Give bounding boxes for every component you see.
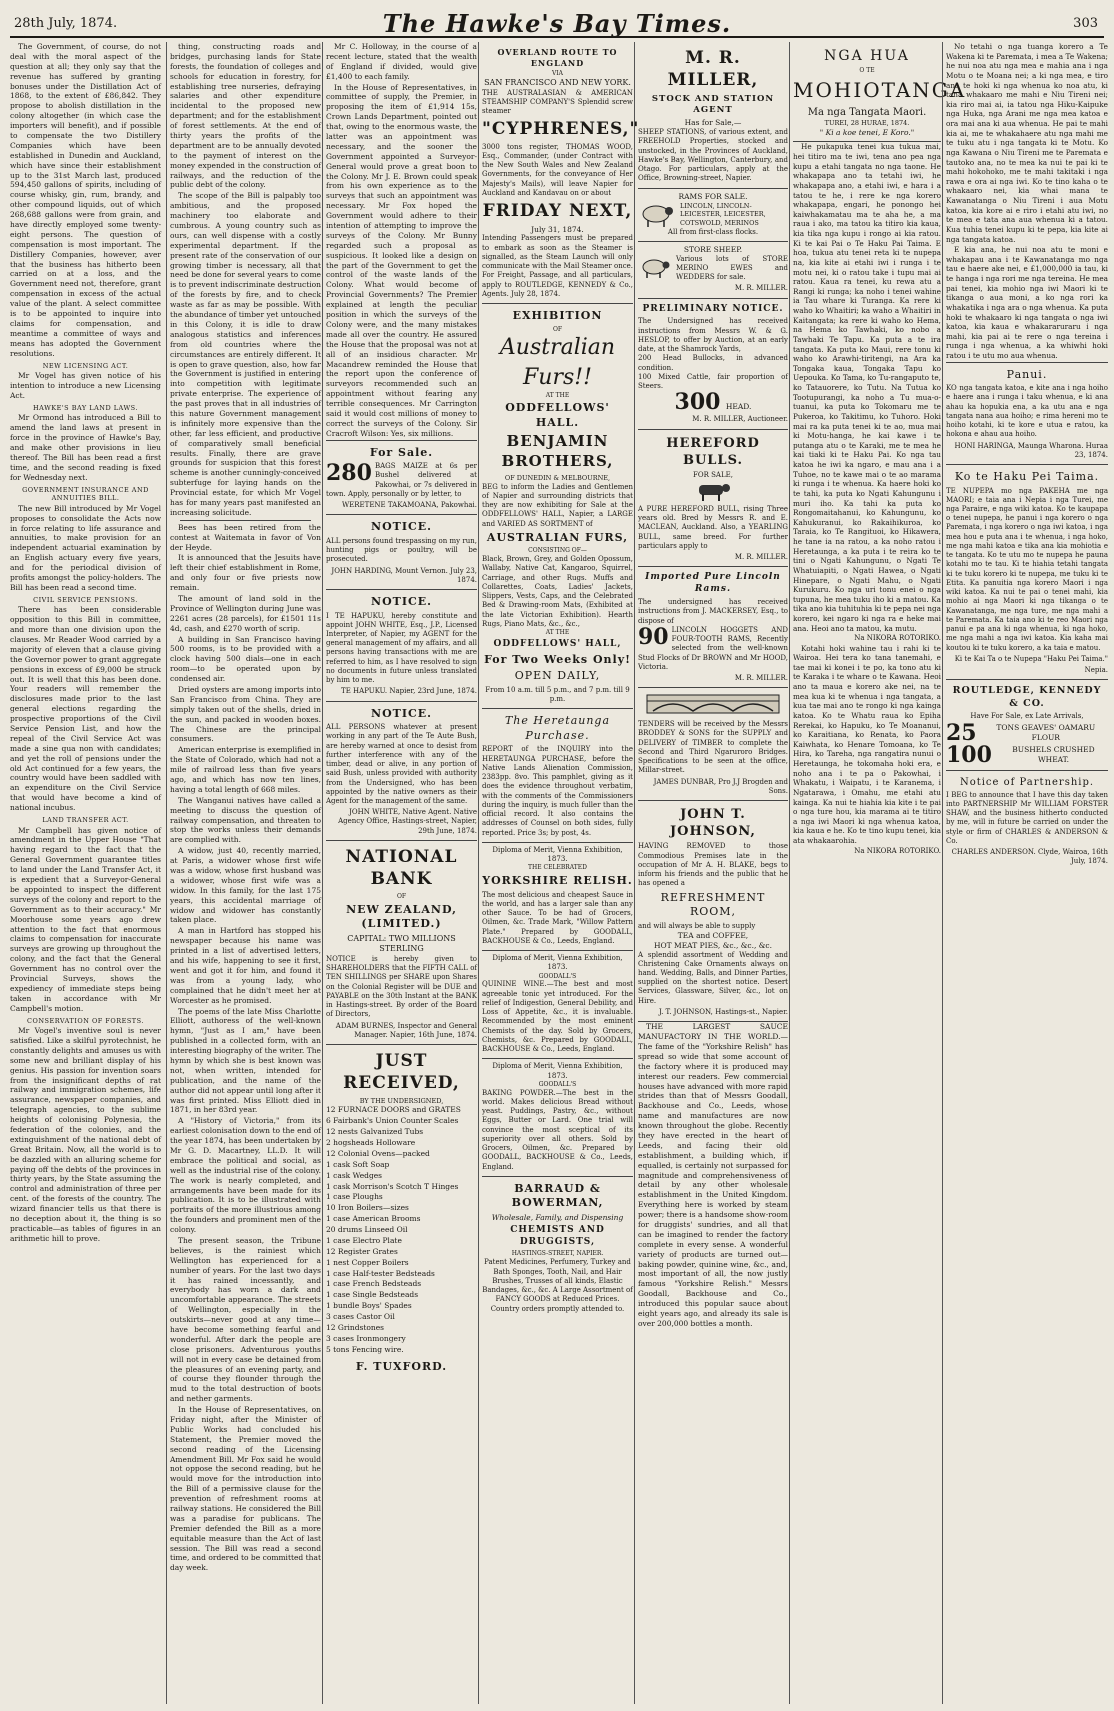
news-item: The present season, the Tribune believes, is the rainiest which Wellington has experienced for a number of years. For the last two days it has rained incessantly, and everybody has worn a dark and uncomfortable appearance. The streets of Wellington, especially in the outskirts—never good at any time—have become something fearful and wonderful. After dark the people are close prisoners. Adventurous youths will not in every case be detained from the pleasures of an evening party, and of course they flounder through the mud to the total destruction of boots and nether garments. (170, 1235, 321, 1404)
here-sale: FOR SALE, (693, 470, 733, 479)
her-body: REPORT of the INQUIRY into the HERETAUNGA PURCHASE, before the Native Lands Alienation Commission, 2383pp. 8vo. This pamphlet, giving as it does the evidence throughout verbatim, with the comments of the Commissioners during the inquiry, is much fuller than the official record. It also contains the addresses of Counsel on both sides, fully reported. Price 3s; by post, 4s. (482, 745, 633, 837)
bull-icon (693, 480, 733, 502)
maori-article-4: E kia ana, he nui noa atu te moni e whakapau ana i te Kawanatanga mo nga tau e haere ake nei, e £1,000,000 ia tau, ki te hanga i nga rori me nga tereina. He mea pai tenei, kia mohio nga iwi Maori ki te tikanga o aua moni, a ko nga rori ka whakatika i nga ara o nga whenua. Ka puta hoki te whakaaro ki nga tangata o nga iwi katoa, kia kaua e whakararuraru i nga mahi, kia pai ai te rere o nga tereina i runga i nga whenua, a ka whiwhi hoki ratou i te utu mo aua whenua. (946, 245, 1108, 360)
notice-title: NOTICE. (371, 706, 432, 720)
haku-pei-taima-notice (946, 465, 1108, 680)
hereford-ad (638, 430, 788, 568)
imp-signature: M. R. MILLER. (734, 674, 788, 683)
rams-ad (638, 189, 788, 242)
ad-signature: WERETENE TAKAMOANA, Pakowhai. (341, 501, 477, 510)
prelim-signature: M. R. MILLER, Auctioneer. (692, 415, 788, 424)
prelim-200: 200 Head Bullocks, in advanced condition. (638, 354, 788, 372)
jr-title: JUST RECEIVED, (343, 1050, 460, 1094)
route-title: OVERLAND ROUTE TO ENGLAND (497, 47, 618, 68)
maori-signature-2: Na NIKORA ROTORIKO. (854, 846, 941, 855)
overland-route-ad (482, 42, 640, 304)
john-signature: J. T. JOHNSON, Hastings-st., Napier. (658, 1007, 788, 1016)
o-te: O TE (859, 67, 875, 75)
baking-body: BAKING POWDER.—The best in the world. Makes delicious Bread without yeast. Puddings, Pastry, &c., without Eggs, Butter or Lard. One trial will convince the most sceptical of its superiority over all others. Sold by Grocers, Oilmen, &c. Prepared by GOODALL, BACKHOUSE & Co., Leeds, England. (482, 1088, 633, 1171)
prelim-title: PRELIMINARY NOTICE. (642, 303, 784, 314)
baking-powder-ad (482, 1059, 633, 1176)
kte-body: TE NUPEPA mo nga PAKEHA me nga MAORI; e taia ana i Nepia i nga Turei, me nga Paraire, e nga wiki katoa. Ko te kaupapa o tenei nupepa, he panui i nga korero o nga Paremata, i nga korero o nga iwi katoa, i nga mea hou e puta ana i te whenua, i nga hoko, me nga mahi katoa e tika ana kia mohiotia e te tangata. Ko te utu mo te nupepa he pauna kotahi mo te tau. Ki te hiahia tetahi tangata ki te tuku korero ki te nupepa, me tuku ki te Etita. Ka panuitia nga korero Maori i nga wiki katoa. Ka nui te pai o tenei mahi, kia mohio ai nga Maori ki nga tikanga o te Kawanatanga, me nga ture, me nga mahi a te Paremata. Ka taia ano ki te reo Maori nga panui e pa ana ki nga whenua, ki nga hoko, me nga mahi a nga iwi katoa. Kia kaha mai koutou ki te tuku korero, a ka taia e matou. (946, 486, 1108, 652)
notice-signature: JOHN HARDING, Mount Vernon. July 23, 1874. (331, 566, 477, 584)
news-item: The amount of land sold in the Province of Wellington during June was 2261 acres (28 parcels), for £1501 11s 4d, cash, and £270 worth of scrip. (170, 593, 321, 633)
john-refreshment: REFRESHMENT ROOM, (660, 890, 766, 919)
surveys-debate: In the House of Representatives, in committee of supply, the Premier, in proposing the item of £1,914 15s, Crown Lands Department, pointed out that, owing to the enormous waste, the latter was an appointment was necessary, and the sooner the Government appointed a Surveyor-General would prove a great boon to the Colony. Mr J. E. Brown could speak from his own experience as to the surveys that such an appointment was necessary. Mr Fox hoped the Government would adhere to their intention of attempting to improve the surveys of the Colony. Mr Bunny regarded such a proposal as suspicious. It looked like a design on the part of the Government to get the control of the waste lands of the Colony. What would become of Provincial Governments? The Premier explained at length the peculiar position in which the surveys of the Colony were, and the many mistakes made all over the country. He assured the House that the proposal was not at all of an insidious character. Mr Macandrew reminded the House that the report upon the conference of surveyors recommended such an appointment without fearing any terrible consequences. Mr Carrington said it would cost millions of money to correct the surveys of the Colony. Sir Cracroft Wilson: Yes, six millions. (326, 82, 477, 438)
page-number: 303 (1073, 16, 1098, 31)
york-title: YORKSHIRE RELISH. (482, 874, 633, 888)
jr-item: 1 bundle Boys' Spades (326, 1301, 412, 1311)
mohiotanga: MOHIOTANGA (793, 78, 967, 103)
news-item: The poems of the late Miss Charlotte Elliott, authoress of the well-known hymn, "Just as I am," have been published in a collected form, with an interesting biography of the writer. The hymn by which she is best known was not, when written, intended for publication, and the name of the author did not appear until long after it was first printed. Miss Elliott died in 1871, in her 83rd year. (170, 1006, 321, 1115)
here-title: HEREFORD BULLS. (666, 435, 760, 468)
divider (180, 520, 311, 521)
agent-notice (326, 590, 477, 702)
jr-item: 20 drums Linseed Oil (326, 1225, 408, 1235)
news-item: In the House of Representatives, on Friday night, after the Minister of Public Works had concluded his Statement, the Premier moved the second reading of the Licensing Amendment Bill. Mr Fox said he would not oppose the second reading, but he would move for the introduction into the Bill of a permissive clause for the prevention of refreshment rooms at railway stations. He considered the Bill was a paradise for publicans. The Premier defended the Bill as a more equitable measure than the Act of last session. The Bill was read a second time, and ordered to be committed that day week. (170, 1405, 321, 1573)
jr-item: 1 case Electro Plate (326, 1235, 402, 1245)
panui-signature: HONI HARINGA, Maunga Wharona. Huraa 23, 1874. (954, 441, 1108, 459)
column-4 (478, 42, 640, 1704)
kte-title: Ko te Haku Pei Taima. (954, 470, 1100, 484)
notice-title: NOTICE. (371, 595, 432, 608)
john-body: HAVING REMOVED to those Commodious Premises late in the occupation of Mr A. H. BLAKE, begs to inform his friends and the public that he has opened a (638, 842, 788, 888)
tend-body: TENDERS will be received by the Messrs BRODDEY & SONS for the SUPPLY and DELIVERY of TIMBER to complete the Second and Third Ngaruroro Bridges. Specifications to be seen at the office, Millar-street. (638, 720, 788, 775)
issue-date: 28th July, 1874. (14, 16, 118, 31)
john-body-3: A splendid assortment of Wedding and Christening Cake Ornaments always on hand. Wedding, Balls, and Dinner Parties, supplied on the shortest notice. Desert Services, Glassware, Silver, &c., lot on Hire. (638, 950, 788, 1005)
miller-sub: STOCK AND STATION AGENT (651, 93, 775, 116)
for-sale-maize-ad (326, 440, 477, 516)
route-body: THE AUSTRALASIAN & AMERICAN STEAMSHIP COMPANY'S Splendid screw steamer (482, 88, 633, 116)
notice-title: NOTICE. (371, 520, 432, 534)
sauce-factory-article: THE LARGEST SAUCE MANUFACTORY IN THE WORLD.—The fame of the "Yorkshire Relish" has spread so wide that some account of the factory where it is produced may interest our readers. Few commercial houses have advanced with more rapid strides than that of Messrs Goodall, Backhouse and Co., Leeds, whose name and manufactures are now known throughout the globe. Recently they have erected in the heart of Leeds, and facing their old establishment, a building which, if equalled, is certainly not surpassed for magnitude and comprehensiveness of detail by any other wholesale establishment in the United Kingdom. Everything here is worked by steam power; there is a handsome show-room for druggists' sundries, and all that can be imagined to render the factory complete in every sense. A wonderful variety of products are turned out—baking powder, quinine wine, &c., and, most important of all, the now justly famous "Yorkshire Relish." Messrs Goodall, Backhouse and Co., introduced this popular sauce about eight years ago, and already its sale is over 200,000 bottles a month. (638, 1022, 788, 1328)
quinine-body: QUININE WINE.—The best and most agreeable tonic yet introduced. For the relief of Indigestion, General Debility, and Loss of Appetite, &c., it is invaluable. Recommended by the most eminent Chemists of the day. Sold by Grocers, Chemists, &c. Prepared by GOODALL, BACKHOUSE & Co., Leeds, England. (482, 980, 633, 1054)
notice-signature: TE HAPUKU. Napier, 23rd June, 1874. (341, 687, 477, 696)
bar-body: Patent Medicines, Perfumery, Turkey and Bath Sponges, Tooth, Nail, and Hair Brushes, Trusses of all kinds, Elastic Bandages, &c., &c. A Large Assortment of FANCY GOODS at Reduced Prices. Country orders promptly attended to. (482, 1258, 633, 1313)
route-body-3: Intending Passengers must be prepared to embark as soon as the Steamer is signalled, as the Steam Launch will only communicate with the Mail Steamer once. For Freight, Passage, and all particulars, apply to ROUTLEDGE, KENNEDY & Co., Agents. July 28, 1874. (482, 234, 633, 298)
miller-title: M. R. MILLER, (667, 48, 759, 91)
jr-item: 1 case French Bedsteads (326, 1279, 422, 1289)
store-body: Various lots of STORE MERINO EWES and WEDDERS for sale. (676, 254, 788, 282)
news-item: Dried oysters are among imports into San Francisco from China. They are simply taken out of the shells, dried in the sun, and packed in wooden boxes. The Chinese are the principal consumers. (170, 685, 321, 744)
jr-item: 6 Fairbank's Union Counter Scales (326, 1116, 459, 1126)
news-item: American enterprise is exemplified in the State of Colorado, which had not a mile of railroad less than five years ago, and which has now ten lines, having a total length of 668 miles. (170, 745, 321, 794)
exh-at-2: AT THE (545, 629, 570, 637)
jr-item-list (326, 1105, 477, 1355)
bar-sub: Wholesale, Family, and Dispensing (491, 1212, 624, 1222)
imp-title: Imported Pure Lincoln Rams. (645, 572, 781, 595)
jr-item: 12 Grindstones (326, 1322, 385, 1332)
bank-of: OF (396, 892, 407, 900)
prelim-300: 300 (674, 389, 721, 416)
sail-date-2: July 31, 1874. (531, 224, 584, 234)
distillation-article: The Government, of course, do not deal with the moral aspect of the question at all; they only say that the revenue has suffered by granting bonuses under the Distillation Act of 1868, to the extent of £86,842. They propose to abolish distillation in the colony altogether (in which case the importers will benefit), and if possible to compensate the two Distillery Companies which have been established in Dunedin and Auckland, which have since their establishment up to the 31st March last, produced 594,450 gallons of spirits, including of course whisky, gin, rum, brandy, and other compound liquids, out of which 268,688 gallons were from grain, and have directly employed some twenty-eight persons. The question of compensation is most important. The Distillery Companies, however, aver that the business has hitherto been carried on at a loss, and the Government need not, therefore, grant compensation in excess of the actual value of the plant. A select committee is to be appointed to inquire into claims for compensation, and meantime a committee of ways and means has adopted the Government resolutions. (10, 42, 161, 358)
part-title: Notice of Partnership. (959, 776, 1095, 788)
exh-at: AT THE (545, 391, 570, 399)
land-laws-article: Mr Ormond has introduced a Bill to amend the land laws at present in force in the province of Hawke's Bay, and make other provisions in lieu thereof. The Bill has been read a first time, and the second reading is fixed for Wednesday next. (10, 413, 161, 482)
john-body-2: and will always be able to supply (638, 921, 756, 930)
exh-cons: CONSISTING OF— (528, 547, 587, 555)
rams-list: LINCOLN, LINCOLN-LEICESTER, LEICESTER, COTSWOLD, MERINOS (680, 201, 766, 227)
goodalls: GOODALL'S (538, 1080, 577, 1088)
bank-title: NATIONAL BANK (345, 846, 458, 890)
jr-item: 12 nests Galvanized Tubs (326, 1127, 424, 1137)
panui-title: Panui. (1006, 367, 1048, 381)
kte-signature: Ki te Kai Ta o te Nupepa "Haku Pei Taima." (954, 654, 1108, 663)
partnership-notice (946, 771, 1108, 871)
pensions-article: There has been considerable opposition to this Bill in committee, and more than one division upon the clauses. Mr Reader Wood carried by a majority of eleven that a clause giving the Governor power to grant aggregate pensions in excess of £9,000 be struck out. It is well that this has been done. Your readers will remember the disclosures made prior to the last general elections regarding the prospective proportions of the Civil Service Pension List, and how the repeal of the Civil Service Act was made a sine qua non with candidates; and yet the roll of pensions under the old Act continued for a few years, the country would have been saddled with an expenditure on the Civil Service that would have become a kind of national incubus. (10, 605, 161, 813)
bank-capital: CAPITAL: TWO MILLIONS STERLING (347, 933, 456, 954)
kte-place: Nepia. (1084, 665, 1108, 674)
store-signature: M. R. MILLER. (734, 284, 788, 293)
heading-land-laws: HAWKE'S BAY LAND LAWS. (33, 403, 138, 412)
ad-title: For Sale. (369, 445, 434, 459)
jr-item: 1 cask Soft Soap (326, 1159, 390, 1169)
bank-notice (326, 841, 477, 1045)
john-hot: HOT MEAT PIES, &c., &c., &c. (653, 940, 773, 950)
jr-item: 10 Iron Boilers—sizes (326, 1203, 409, 1213)
route-sub: SAN FRANCISCO AND NEW YORK. (484, 78, 631, 87)
rk-wheat: BUSHELS CRUSHED WHEAT. (1012, 744, 1095, 764)
maori-signature: Na NIKORA ROTORIKO. (854, 634, 941, 643)
jr-item: 3 cases Ironmongery (326, 1333, 406, 1343)
maori-article-3: No tetahi o nga tuanga korero a Te Wakena ki te Paremata, i mea a Te Wakena; he nui noa atu nga mea e mahia ana i nga Motu o te Moana nei; a ki nga mea, e tiro ana te hoki ki nga whenua ko noa atu, ki tana whakaaro me mahi e Niu Tireni nei; kia riro mai ai, ia tatou nga Hiku-Kaipuke nga Huka, nga Arani me nga mea katoa e ora mai ana ki aua whenua. He pai te mahi kia ai, me te whakahaere atu nga mahi me te tuku atu i nga tangata ki te Motu. Ko nga Kawana o Niu Tireni me te Paremata e tautoko ana, no te mea ka nui te pai ki te mahi hokohoko, me te mahi takitaki i nga rawa e ora ai nga iwi. Ko te tino kaha o te whakaaro nei, kia whai mana te Kawanatanga o Niu Tireni i aua Motu katoa, kia kore ai e riro i etahi atu iwi, no te mea e tata ana aua whenua ki a tatou. Kua tuhia tenei kupu ki te pepa, kia kite ai nga tangata katoa. (946, 42, 1108, 244)
forests-article: Mr Vogel's inventive soul is never satisfied. Like a skilful pyrotechnist, he constantly delights and amuses us with some new and brilliant display of his genius. His passion for invention soars from the insignificant depths of rat railway and immigration schemes, life assurance, newspaper companies, and telegraph agencies, to the sublime heights of colonising Polynesia, the federation of the colonies, and the extinguishment of the national debt of Great Britain. Now, all the world is to be dazzled with an alluring scheme for paying off the debts of the provinces in thirty years, by the State assuming the control and administration of three per cent. of the forests of the country. The wizard financier tells us that there is no deception about it, the thing is so practicable—as tables of figures in an arithmetic hill to prove. (10, 1026, 161, 1243)
news-item: Mr C. Holloway, in the course of a recent lecture, stated that the wealth of England if divided, would give £1,400 to each family. (326, 42, 477, 81)
rk-flour: TONS GEAVES' OAMARU FLOUR (996, 722, 1096, 742)
heading-insurance: GOVERNMENT INSURANCE AND ANNUITIES BILL. (22, 485, 149, 503)
imp-number: 90 (638, 623, 669, 650)
forest-continued: thing, constructing roads and bridges, purchasing lands for State forests, the foundation of colleges and schools for education in forestry, for establishing tree nurseries, defraying salaries and other expenditure incidental to the proposed new department; and for the establishment of forest settlements. At the end of thirty years the profits of the department are to be annually devoted to the payment of interest on the money expended in the construction of railways, and the reduction of the public debt of the colony. (170, 42, 321, 190)
maori-date: TUREI, 28 HURAE, 1874. (824, 118, 910, 127)
exh-hall: ODDFELLOWS' HALL. (505, 401, 610, 429)
store-sheep-ad (638, 242, 788, 299)
goodalls: GOODALL'S (538, 972, 577, 980)
licensing-article: Mr Vogel has given notice of his intention to introduce a new Licensing Act. (10, 371, 161, 400)
jr-item: 12 FURNACE DOORS and GRATES (326, 1105, 461, 1115)
bar-title: BARRAUD & BOWERMAN, (511, 1181, 604, 1210)
exh-hall-2: ODDFELLOWS' HALL, (493, 639, 622, 650)
jr-item: 1 case Half-tester Bedsteads (326, 1268, 435, 1278)
news-item: A building in San Francisco having 500 rooms, is to be provided with a clock having 500 dials—one in each room—to be operated upon by condensed air. (170, 634, 321, 684)
jr-item: 12 Register Grates (326, 1246, 398, 1256)
just-received-ad (326, 1045, 477, 1380)
miller-has: Has for Sale,— (684, 118, 742, 128)
ad-body: BAGS MAIZE at 6s per Bushel delivered at Pakowhai, or 7s delivered in town. Apply, personally or by letter, to (326, 462, 477, 498)
preliminary-notice (638, 299, 788, 430)
exh-furs: AUSTRALIAN FURS, (486, 530, 629, 544)
exh-title: EXHIBITION (512, 309, 603, 323)
jr-item: 1 cask Morrison's Scotch T Hinges (326, 1181, 459, 1191)
trespass-notice (326, 515, 477, 590)
yorkshire-relish-ad (482, 843, 633, 951)
tenders-ad (638, 688, 788, 801)
column-5 (634, 42, 791, 1704)
bank-signature: ADAM BURNES, Inspector and General Manager. Napier, 16th June, 1874. (335, 1021, 477, 1039)
imp-body: The undersigned has received instructions from J. MACKERSEY, Esq., to dispose of (638, 598, 788, 625)
here-body: A PURE HEREFORD BULL, rising Three years old. Bred by Messrs R. and E. MACLEAN, Auckland. Also, a YEARLING BULL, same breed. For further particulars apply to (638, 504, 788, 550)
heading-forests: CONSERVATION OF FORESTS. (27, 1016, 144, 1025)
heretaunga-ad (482, 709, 633, 842)
quinine-wine-ad (482, 951, 633, 1059)
heading-licensing: NEW LICENSING ACT. (42, 361, 129, 370)
route-body-2: 3000 tons register, THOMAS WOOD, Esq., Commander, (under Contract with the New South Wales and New Zealand Governments, for the conveyance of Her Majesty's Mails), will leave Napier for Auckland and Kandavau on or about (482, 142, 633, 197)
maori-article-2: Kotahi hoki wahine tau i rahi ki te Wairoa. Hei tera ko tana tanemahi, e tae mai ki konei i te po, ka tono atu ki te Karaka i te whare o te Kawana. Heoi ano ta maua e korero ake nei, na te mea kua ki te whenua i nga tangata, a kua tae mai ano te rongo ki nga kainga katoa. Ko te Whatu raua ko Epiha Rerekai, ko Hapuku, ko Te Moananui, ko Karaitiana, ko Renata, ko Paora Kaiwhata, ko Henare Tomoana, ko Te Hira, ko Tareha, nga rangatira nunui o Heretaunga, he tokomaha hoki era, e noho ana i te pa o Pakowhai, i Whakatu, i Waipatu, i te Karanema, i Ngatarawa, i Omahu, me etahi atu kainga. Ka nui te hiahia kia kite i te pai o nga ture hou, kia marama ai te titiro a nga iwi Maori ki nga whenua katoa, kia kaua e he. Ko te tino kupu tenei, kia ata whakaarohia. (793, 643, 941, 846)
heading-land-transfer: LAND TRANSFER ACT. (42, 816, 129, 825)
newspaper-title: The Hawke's Bay Times. (382, 9, 732, 38)
part-body: I BEG to announce that I have this day taken into PARTNERSHIP Mr WILLIAM FORSTER SHAW, and the business hitherto conducted by me, will in future be carried on under the style or firm of CHARLES & ANDERSON & Co. (946, 790, 1108, 845)
rk-title: ROUTLEDGE, KENNEDY & CO. (952, 685, 1102, 709)
forest-critique: The scope of the Bill is palpably too ambitious, and the proposed machinery too elaborate and cumbrous. A young country such as ours, can well dispense with a costly experimental department. If the present rate of the conservation of our growing timber is necessary, all that need be done for several years to come is to prevent indiscriminate destruction of the forests by fire, and to check waste as far as may be possible. With the abundance of timber yet untouched in this Colony, it is idle to draw analogous statistics and inferences from old countries where the circumstances are entirely different. It is open to grave question, also, how far the Government is justified in entering into competition with legitimate private enterprise. The experience of the past proves that in all industries of this nature Government management is infinitely more expensive than the other, far less efficient, and productive of comparatively small beneficial results. Finally, there are grave grounds for suspicion that this forest scheme is another cunningly-conceived subterfuge for laying hands on the Provincial estate, for which Mr Vogel has for many years past manifested an increasing solicitude. (170, 191, 321, 517)
exh-two-weeks: For Two Weeks Only! (484, 652, 631, 666)
maori-motto: " Ki a koe tenei, E Koro." (819, 127, 915, 137)
column-1 (10, 42, 164, 1704)
masthead (10, 8, 1104, 38)
bar-chem: CHEMISTS AND DRUGGISTS, (510, 1224, 605, 1247)
jr-item: 1 case Ploughs (326, 1192, 383, 1202)
notice-body: ALL persons found trespassing on my run, hunting pigs or poultry, will be prosecuted. (326, 536, 477, 564)
news-item: The Wanganui natives have called a meeting to discuss the question of railway compensation, and threaten to stop the works unless their demands are complied with. (170, 795, 321, 845)
column-3 (322, 42, 480, 1704)
her-title: The Heretaunga Purchase. (504, 714, 611, 742)
news-item: Bees has been retired from the contest at Waitemata in favor of Von der Heyde. (170, 522, 321, 552)
prelim-body: The Undersigned has received instructions from Messrs W. & G. HESLOP, to offer by Auction, at an early date, at the Shamrock Yards, (638, 317, 788, 354)
celebrated: THE CELEBRATED (528, 864, 587, 872)
rams-flocks: All from first-class flocks. (667, 227, 759, 236)
land-transfer-article: Mr Campbell has given notice of amendment in the Upper House "That having regard to the fact that the General Government guarantee titles to land under the Land Transfer Act, it is expedient that a Surveyor-General be appointed to inspect the different surveys of the colony and report to the Government as to their accuracy." Mr Moorhouse some years ago drew attention to the fact that enormous claims to compensation for inaccurate surveys are growing up throughout the colony, and the fact that the General Government has no control over the Provincial Surveys, shows the expediency of immediate steps being taken in accordance with Mr Campbell's motion. (10, 825, 161, 1013)
heading-pensions: CIVIL SERVICE PENSIONS. (33, 595, 138, 604)
exh-big: Australian Furs!! (499, 335, 616, 390)
column-2 (166, 42, 324, 1704)
diploma: Diploma of Merit, Vienna Exhibition, 1873. (492, 954, 623, 972)
insurance-article: The new Bill introduced by Mr Vogel proposes to consolidate the Acts now in force relating to life assurance and annuities, to make provision for an independent actuarial examination by an English actuary every five years, and for the periodical division of profits amongst the policy-holders. The Bill has been read a second time. (10, 503, 161, 592)
fur-exhibition-ad (482, 304, 633, 709)
nga-hua: NGA HUA (824, 48, 910, 64)
diploma: Diploma of Merit, Vienna Exhibition, 1873. (492, 845, 623, 864)
miller-agent-ad (638, 42, 788, 189)
rk-qty-100: 100 (946, 741, 992, 768)
notice-signature: JOHN WHITE, Native Agent. Native Agency Office, Hastings-street, Napier, 29th June, 1874. (338, 808, 477, 835)
rk-qty-25: 25 (946, 719, 977, 746)
exh-body: BEG to inform the Ladies and Gentlemen of Napier and surrounding districts that they are now exhibiting for Sale at the ODDFELLOWS' HALL, Napier, a LARGE and VARIED AS SORTMENT of (482, 482, 633, 528)
panui-notice (946, 362, 1108, 465)
jr-signature: F. TUXFORD. (355, 1359, 448, 1373)
jr-item: 12 Colonial Ovens—packed (326, 1148, 430, 1158)
exh-loc: OF DUNEDIN & MELBOURNE, (504, 474, 611, 483)
jr-item: 1 case Single Bedsteads (326, 1290, 419, 1300)
ad-quantity: 280 (326, 460, 372, 487)
column-7 (942, 42, 1111, 1704)
sheep-icon (638, 257, 672, 279)
diploma: Diploma of Merit, Vienna Exhibition, 1873. (492, 1062, 623, 1080)
jr-item: 1 cask Wedges (326, 1170, 383, 1180)
bank-country: NEW ZEALAND, (LIMITED.) (346, 902, 457, 931)
panui-body: KO nga tangata katoa, e kite ana i nga hoiho e haere ana i runga i taku whenua, e ki ana ahau ka hopukia ena, a ka utu ana e nga tangata nana aua hoiho; e rima hereni mo te hoiho kotahi, ki te kore e utua e ratou, ka hokona e ahau aua hoiho. (946, 384, 1108, 439)
exh-hours: From 10 a.m. till 5 p.m., and 7 p.m. till 9 p.m. (485, 685, 630, 704)
chemists-ad (482, 1177, 633, 1318)
sheep-icon (638, 202, 676, 228)
johnson-ad (638, 801, 788, 1022)
store-title: STORE SHEEP. (683, 244, 743, 254)
news-item: A "History of Victoria," from its earliest colonisation down to the end of the year 1874, has been undertaken by Mr G. D. Macartney, LL.D. It will embrace the political and social, as well as the industrial rise of the colony. The work is nearly completed, and arrangements have been made for its publication. It is to be illustrated with portraits of the more illustrious among the founders and prominent men of the colony. (170, 1116, 321, 1235)
news-item: A widow, just 40, recently married, at Paris, a widower whose first wife was a widow, whose first husband was a widower, whose first wife was a widow. In this family, for the last 175 years, this accidental marriage of widow and widower has constantly taken place. (170, 846, 321, 925)
york-body: The most delicious and cheapest Sauce in the world, and has a larger sale than any other Sauce. To be had of Grocers, Oilmen, &c. Trade Mark, "Willow Pattern Plate." Prepared by GOODALL, BACKHOUSE & Co., Leeds, England. (482, 890, 633, 945)
jr-item: 3 cases Castor Oil (326, 1312, 395, 1322)
news-item: A man in Hartford has stopped his newspaper because his name was printed in a list of advertised letters, and his wife, happening to see it first, went and got it for him, and found it was from a young lady, who complained that he didn't meet her at Worcester as he promised. (170, 926, 321, 1005)
john-tea: TEA and COFFEE, (677, 930, 749, 940)
routledge-ad (946, 680, 1108, 770)
news-item: It is announced that the Jesuits have left their chief establishment in Rome, and only four or five priests now remain. (170, 553, 321, 593)
imp-body-2: LINCOLN HOGGETS AND FOUR-TOOTH RAMS, Recently selected from the well-known Stud Flocks of Dr BROWN and Mr HOOD, Victoria. (638, 625, 788, 671)
ship-name: "CYPHRENES," (482, 119, 640, 140)
exh-list: Black, Brown, Grey, and Golden Opossum, Wallaby, Native Cat, Kangaroo, Squirrel, Carriage, and other Rugs. Muffs and Collarettes, Coats, Ladies' Jackets, Slippers, Vests, Caps, and the Celebrated Bed & Drawing-room Mats, (Exhibited at the late Victorian Exhibition). Hearth Rugs, Piano Mats, &c., &c., (482, 555, 633, 628)
bank-body: NOTICE is hereby given to SHAREHOLDERS that the FIFTH CALL of TEN SHILLINGS per SHARE upon Shares on the Colonial Register will be DUE and PAYABLE on the 30th Instant at the BANK in Hastings-street. By order of the Board of Directors, (326, 954, 477, 1019)
rk-have: Have For Sale, ex Late Arrivals, (970, 712, 1084, 721)
jr-by: BY THE UNDERSIGNED, (359, 1096, 444, 1105)
rams-title: RAMS FOR SALE. (678, 191, 748, 201)
bridge-illustration (643, 691, 783, 717)
jr-item: 1 nest Copper Boilers (326, 1257, 409, 1267)
bush-notice (326, 702, 477, 841)
notice-body: I TE HAPUKU, hereby constitute and appoint JOHN WHITE, Esq., J.P., Licensed Interpreter, of Napier, my AGENT for the general management of my affairs, and all persons having transactions with me are referred to him, as I have resolved to sign no documents in future unless translated by him to me. (326, 611, 477, 685)
here-signature: M. R. MILLER. (734, 553, 788, 562)
maori-article: He pukapuka tenei kua tukua mai, hei titiro ma te iwi, tena ano pea nga kupu a etahi tangata no nga taone. He whakapapa ano ta tetahi iwi, he whakapapa ano, a etahi iwi, e hara i a tatou te he, i rere ke nga korero whakapapa, engari, he ponongo hei kaiwhakamatau ma te aha he, a ma raua i ako, ma tatou ka titiro kia kaua, kia tika nga kupu i rongo ai kia ratou. Ki te kai Pai o Te Haku Pai Taima. E hoa, tukua atu tenei reta ki te nupepa na, kia kite ai etahi iwi i runga i te motu nei, ki o ratou take i tupu mai ai ratou. Kaua ra tenei, ku rewa atu a Rangi ki runga; ka noho i tenei wahine ia Tau whare ki Turanga. Ka rere ki waho ko Whaitiri; ka waho a Whaitiri in Kaitangata; ka rere ki waho ko Hema, na Hema ko Tawhaki, ko nobo a Tawhaki Te Tapu. Ka puta a te ira tangata. Ka puta ko Maui, rere tonu ki waho ko Arawhi-tiritengi, na Ara ka Tongaka kaua, Tongaka Tapu ko Uepouka. Ko Tama, ko Tu-rangaputo te, ko Tatauorere, ko Tutu. Na Tutua ko Tootupurangi, ka noho a Tu mua-o-tuanui, ka puta ko Tokomaru me te Pukeroa, ko Takitimu, ko Tuhoro. Hoki mai ra ka puta tenei ki te ao, mua mai ki Motu-hanga, he kai kawe i te putanga atu o te Karaki, me te mea he kai tiaki ki te Haku Pai. Ko nga tau katoa he iwi ka ngaro, e mau ana i a Tuhoe, no te kawe mai o te ao marama ki runga i te whenua. Ka haere hoki ko te tahi, ka puta ko Ngati Kahungunu i muri iho. Ka tahi ka puta ko Rongomaitahanui, ko Kahungunu, ko Kahukuranui, ko Rakaihikuroa, ko Taraia, ko Te Rangituoi, ko Hikawera, he tane ia na ratou, a ka noho ratou i Heretaunga, a ka puta i te reira ko te tini o Ngati Kahungunu, o Ngati Te Whatuiapiti, o Ngati Hawea, o Ngati Hinepare, o Ngati Mahu, o Ngati Kurukuru. Ko nga uri tonu enei o nga tupuna, he mea tuku iho ki a matou. Ka tika ano kia tuhituhia ki te pepa nei nga korero, kei ngaro ki nga ra e heke mai ana. Heoi ano ta matou, ka mutu. (793, 142, 941, 633)
jr-item: 1 case American Brooms (326, 1214, 421, 1224)
john-title: JOHN T. JOHNSON, (670, 807, 756, 840)
tend-signature: JAMES DUNBAR, Pro J.J Brogden and Sons. (653, 777, 788, 795)
jr-item: 2 hogsheads Holloware (326, 1138, 416, 1148)
prelim-head: HEAD. (725, 402, 752, 412)
sail-date: FRIDAY NEXT, (482, 201, 633, 222)
notice-body: ALL PERSONS whatever at present working in any part of the Te Aute Bush, are hereby warned at once to desist from further interference with any of the timber, dead or alive, in any portion of said Bush, unless provided with authority from the Undersigned, who has been appointed by the native owners as their Agent for the management of the same. (326, 723, 477, 806)
exh-of: OF (552, 325, 563, 333)
lincoln-rams-ad (638, 567, 788, 688)
maori-section-masthead (793, 42, 967, 142)
route-via: VIA (551, 70, 564, 78)
exh-firm: BENJAMIN BROTHERS, (501, 432, 614, 471)
miller-body: SHEEP STATIONS, of various extent, and FREEHOLD Properties, stocked and unstocked, in the Provinces of Auckland, Hawke's Bay, Wellington, Canterbury, and Otago. For particulars, apply at the Office, Browning-street, Napier. (638, 128, 788, 183)
jr-item: 5 tons Fencing wire. (326, 1344, 404, 1354)
part-signature: CHARLES ANDERSON. Clyde, Wairoa, 16th July, 1874. (951, 848, 1108, 866)
prelim-100: 100 Mixed Cattle, fair proportion of Steers. (638, 372, 788, 391)
bar-loc: HASTINGS-STREET, NAPIER. (511, 1250, 604, 1258)
exh-open: OPEN DAILY, (514, 669, 601, 683)
maori-subtitle: Ma nga Tangata Maori. (807, 106, 927, 118)
